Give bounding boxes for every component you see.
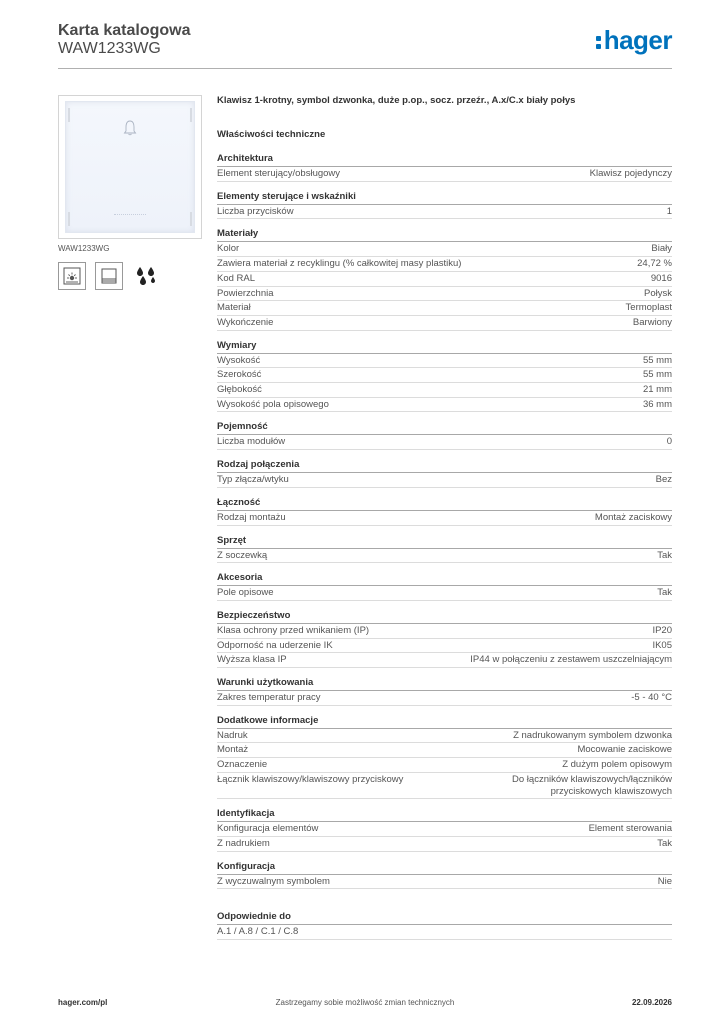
spec-row: [217, 354, 672, 369]
section-title: Materiały: [217, 228, 672, 242]
footer-website: hager.com/pl: [58, 998, 108, 1007]
spec-label: Nadruk: [217, 729, 248, 741]
spec-row: [217, 242, 672, 257]
spec-label: Materiał: [217, 302, 251, 314]
water-drops-icon: [132, 262, 160, 290]
product-image: [58, 95, 202, 239]
spec-label: Wysokość: [217, 354, 261, 366]
spec-row: [217, 773, 672, 799]
section-title: Architektura: [217, 153, 672, 167]
spec-value: Nie: [657, 875, 672, 887]
spec-section: [217, 228, 672, 330]
spec-value: Do łączników klawiszowych/łączników przyciskowych klawiszowych: [512, 773, 672, 797]
spec-section: [217, 572, 672, 601]
section-title: Identyfikacja: [217, 808, 672, 822]
spec-label: Element sterujący/obsługowy: [217, 168, 341, 179]
spec-value: 21 mm: [642, 384, 672, 396]
spec-row: [217, 368, 672, 383]
spec-row: [217, 624, 672, 639]
spec-label: Szerokość: [217, 369, 262, 381]
section-title: Dodatkowe informacje: [217, 715, 672, 729]
spec-value: 55 mm: [642, 354, 672, 366]
page-header: [58, 20, 672, 68]
spec-label: Montaż: [217, 744, 249, 756]
spec-row: [217, 435, 672, 450]
spec-row: [217, 167, 672, 182]
clip-mark: [190, 108, 192, 122]
footer-date: 22.09.2026: [631, 998, 672, 1007]
logo-text: hager: [603, 24, 672, 55]
spec-label: Zakres temperatur pracy: [217, 692, 321, 704]
spec-value: Z nadrukowanym symbolem dzwonka: [513, 729, 672, 741]
spec-label: Pole opisowe: [217, 587, 274, 599]
spec-value: 24,72 %: [637, 258, 672, 270]
spec-row: [217, 383, 672, 398]
spec-label: Powierzchnia: [217, 287, 274, 299]
product-code: WAW1233WG: [58, 40, 161, 57]
spec-row: [217, 729, 672, 744]
spec-section: [217, 191, 672, 220]
spec-value: Bez: [655, 474, 672, 486]
spec-row: [217, 257, 672, 272]
spec-row: [217, 586, 672, 601]
spec-row: [217, 398, 672, 413]
spec-value: Biały: [651, 243, 672, 255]
label-field-line: [114, 214, 146, 216]
spec-label: Liczba przycisków: [217, 205, 294, 217]
spec-row: [217, 549, 672, 564]
spec-row: [217, 639, 672, 654]
spec-value: 36 mm: [642, 398, 672, 410]
spec-label: Kolor: [217, 243, 240, 255]
hager-logo: [596, 26, 672, 54]
spec-section: [217, 153, 672, 182]
spec-sections: [217, 153, 672, 889]
image-caption: WAW1233WG: [58, 244, 110, 253]
spec-section: [217, 459, 672, 488]
spec-label: Oznaczenie: [217, 759, 268, 771]
spec-section: [217, 497, 672, 526]
section-title: Sprzęt: [217, 535, 672, 549]
header-divider: [58, 68, 672, 69]
section-title: Pojemność: [217, 421, 672, 435]
spec-row: [217, 743, 672, 758]
section-title: Bezpieczeństwo: [217, 610, 672, 624]
surface-mount-icon: [95, 262, 123, 290]
spec-section: [217, 677, 672, 706]
switch-plate: [65, 101, 195, 233]
spec-value: 9016: [650, 272, 672, 284]
spec-row: [217, 473, 672, 488]
spec-label: Wysokość pola opisowego: [217, 398, 329, 410]
spec-value: Tak: [657, 837, 672, 849]
spec-label: Łącznik klawiszowy/klawiszowy przyciskowy: [217, 773, 404, 785]
spec-value: IP44 w połączeniu z zestawem uszczelniającym: [470, 654, 672, 666]
document-title: Karta katalogowa: [58, 22, 191, 39]
spec-label: Liczba modułów: [217, 436, 286, 448]
spec-row: [217, 691, 672, 706]
spec-value: IK05: [652, 639, 672, 651]
spec-row: [217, 837, 672, 852]
spec-section: [217, 535, 672, 564]
spec-value: Z dużym polem opisowym: [562, 759, 672, 771]
spec-row: [217, 511, 672, 526]
suitable-for-section: [217, 911, 672, 940]
spec-row: [217, 301, 672, 316]
spec-label: Rodzaj montażu: [217, 511, 286, 523]
spec-row: [217, 822, 672, 837]
spec-value: -5 - 40 °C: [631, 692, 672, 704]
spec-label: A.1 / A.8 / C.1 / C.8: [217, 926, 299, 938]
spec-value: Połysk: [644, 287, 672, 299]
spec-value: Tak: [657, 587, 672, 599]
spec-value: Klawisz pojedynczy: [589, 168, 672, 179]
product-description: Klawisz 1-krotny, symbol dzwonka, duże p.op., socz. przeźr., A.x/C.x biały połys: [217, 95, 576, 106]
spec-section: [217, 340, 672, 413]
specification-content: [217, 94, 672, 949]
spec-value: 55 mm: [642, 369, 672, 381]
spec-value: IP20: [652, 624, 672, 636]
clip-mark: [68, 108, 70, 122]
spec-section: [217, 421, 672, 450]
spec-section: [217, 610, 672, 668]
section-title: Akcesoria: [217, 572, 672, 586]
spec-label: Z wyczuwalnym symbolem: [217, 875, 330, 887]
spec-label: Zawiera materiał z recyklingu (% całkowitej masy plastiku): [217, 258, 462, 270]
clip-mark: [190, 212, 192, 226]
page-footer: [58, 998, 672, 1010]
bell-icon: [123, 120, 137, 136]
spec-label: Odporność na uderzenie IK: [217, 639, 333, 651]
spec-row: [217, 316, 672, 331]
spec-value: Mocowanie zaciskowe: [577, 744, 672, 756]
indoor-light-icon: [58, 262, 86, 290]
spec-row: [217, 205, 672, 220]
section-title: Wymiary: [217, 340, 672, 354]
section-title: Warunki użytkowania: [217, 677, 672, 691]
spec-section: [217, 808, 672, 851]
spec-label: Typ złącza/wtyku: [217, 474, 289, 486]
spec-label: Wyższa klasa IP: [217, 654, 287, 666]
section-title: Elementy sterujące i wskaźniki: [217, 191, 672, 205]
spec-label: Kod RAL: [217, 272, 256, 284]
spec-label: Z soczewką: [217, 549, 268, 561]
spec-section: [217, 861, 672, 890]
spec-value: Tak: [657, 549, 672, 561]
spec-value: Montaż zaciskowy: [594, 511, 672, 523]
footer-notice: Zastrzegamy sobie możliwość zmian technicznych: [275, 998, 455, 1007]
section-title: Łączność: [217, 497, 672, 511]
section-title: Konfiguracja: [217, 861, 672, 875]
spec-row: [217, 653, 672, 668]
spec-value: 0: [666, 436, 672, 448]
section-title: Odpowiednie do: [217, 911, 672, 925]
spec-value: Element sterowania: [588, 823, 672, 835]
spec-row: [217, 272, 672, 287]
clip-mark: [68, 212, 70, 226]
spec-value: Termoplast: [625, 302, 672, 314]
spec-label: Z nadrukiem: [217, 837, 270, 849]
spec-row: [217, 758, 672, 773]
section-title: Rodzaj połączenia: [217, 459, 672, 473]
spec-label: Konfiguracja elementów: [217, 823, 319, 835]
spec-row: [217, 287, 672, 302]
spec-label: Klasa ochrony przed wnikaniem (IP): [217, 624, 370, 636]
spec-value: Barwiony: [632, 316, 672, 328]
logo-mark-icon: [596, 30, 602, 50]
spec-section: [217, 715, 672, 800]
technical-properties-heading: Właściwości techniczne: [217, 129, 326, 140]
spec-value: 1: [666, 205, 672, 217]
spec-label: Wykończenie: [217, 316, 274, 328]
feature-icons: [58, 262, 160, 290]
spec-row: [217, 875, 672, 890]
spec-label: Głębokość: [217, 384, 262, 396]
spec-row: [217, 925, 672, 940]
